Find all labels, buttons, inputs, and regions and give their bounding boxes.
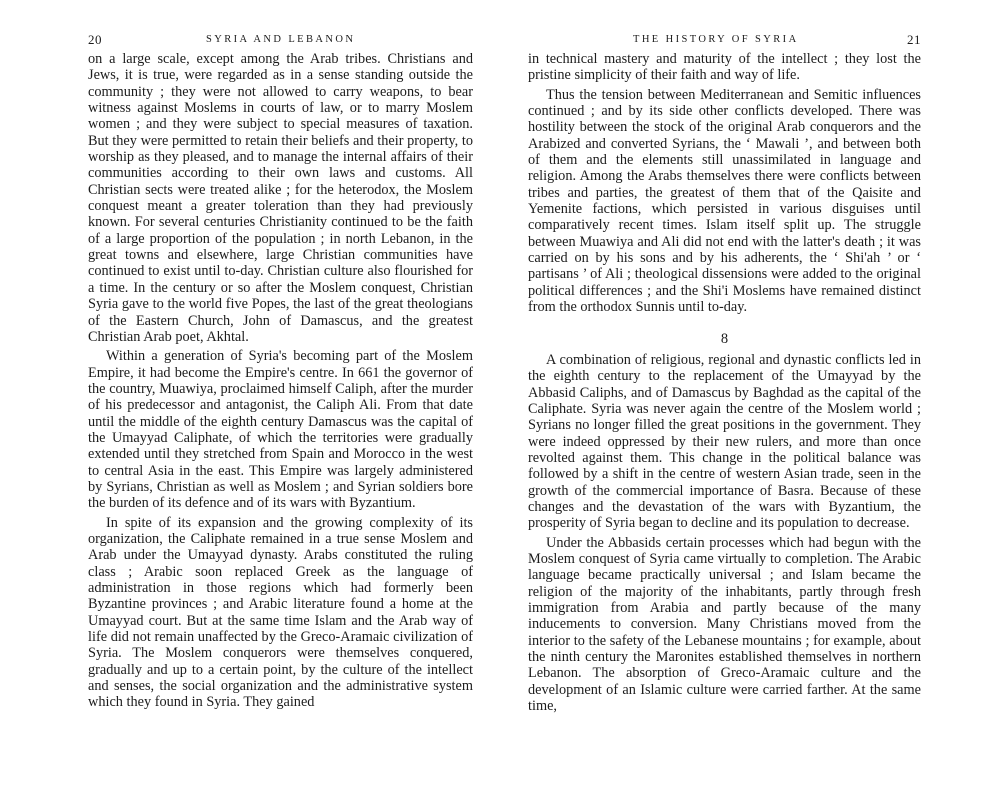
running-title-left: SYRIA AND LEBANON — [206, 34, 356, 45]
paragraph: in technical mastery and maturity of the intellect ; they lost the pristine simplicity of their faith and way of life. — [528, 51, 921, 84]
running-head-right — [528, 30, 921, 50]
right-page-text — [528, 51, 921, 717]
paragraph: Within a generation of Syria's becoming part of the Moslem Empire, it had become the Empire's centre. In 661 the governor of the country, Muawiya, proclaimed himself Caliph, after the murder of his predecessor and antagonist, the Caliph Ali. From that date until the middle of the eighth century Damascus was the capital of the Umayyad Caliphate, of which the territories were gradually extended until they stretched from Spain and Morocco in the west to central Asia in the east. This Empire was largely administered by Syrians, Christian as well as Moslem ; and Syrian soldiers bore the burden of its defence and of its wars with Byzantium. — [88, 348, 473, 512]
paragraph: Thus the tension between Mediterranean and Semitic influences continued ; and by its side other conflicts developed. There was hostility between the stock of the original Arab conquerors and the Arabized and converted Syrians, the ‘ Mawali ’, and between both of them and the elements still unassimilated in language and religion. Among the Arabs themselves there were conflicts between tribes and parties, the greatest of them that of the Qaisite and Yemenite factions, which persisted in various disguises until comparatively recent times. Islam itself split up. The struggle between Muawiya and Ali did not end with the latter's death ; it was carried on by his sons and by his adherents, the ‘ Shi'ah ’ or ‘ partisans ’ of Ali ; theological dissensions were added to the original political differences ; and the Shi'i Moslems have remained distinct from the orthodox Sunnis until to-day. — [528, 86, 921, 316]
paragraph: on a large scale, except among the Arab tribes. Christians and Jews, it is true, were regarded as in a sense standing outside the community ; they were not allowed to carry weapons, to bear witness against Moslems in courts of law, or to marry Moslem women ; and they were subject to special measures of taxation. But they were permitted to retain their beliefs and their property, to worship as they pleased, and to manage the internal affairs of their communities according to their own laws and customs. All Christian sects were treated alike ; for the heterodox, the Moslem conquest meant a greater toleration than they had previously known. For several centuries Christianity continued to be the faith of a large proportion of the population ; in north Lebanon, in the great towns and elsewhere, large Christian communities have continued to exist until to-day. Christian culture also flourished for a time. In the century or so after the Moslem conquest, Christian Syria gave to the world five Popes, the last of the great theologians of the Eastern Church, John of Damascus, and the greatest Christian Arab poet, Akhtal. — [88, 51, 473, 345]
left-page-text — [88, 51, 473, 714]
page-number-right: 21 — [907, 32, 921, 47]
section-number: 8 — [720, 330, 729, 347]
running-title-right: THE HISTORY OF SYRIA — [633, 34, 799, 45]
page-number-left: 20 — [88, 32, 102, 47]
paragraph: Under the Abbasids certain processes which had begun with the Moslem conquest of Syria came virtually to completion. The Arabic language became practically universal ; and Islam became the religion of the majority of the inhabitants, partly through fresh immigration from Arabia and partly because of the many inducements to conversion. Many Christians moved from the interior to the safety of the Lebanese mountains ; for example, about the ninth century the Maronites established themselves in northern Lebanon. The absorption of Greco-Aramaic culture and the development of an Islamic culture were carried farther. At the same time, — [528, 534, 921, 715]
paragraph: In spite of its expansion and the growing complexity of its organization, the Caliphate remained in a true sense Moslem and Arab under the Umayyad dynasty. Arabs constituted the ruling class ; Arabic soon replaced Greek as the language of administration in those regions which had formerly been Byzantine provinces ; and Arabic literature found a home at the Umayyad court. But at the same time Islam and the Arab way of life did not remain unaffected by the Greco-Aramaic civilization of Syria. The Moslem conquerors were themselves conquered, gradually and up to a certain point, by the culture of the intellect and senses, the social organization and the administrative system which they found in Syria. They gained — [88, 514, 473, 711]
right-page — [499, 0, 998, 795]
paragraph: A combination of religious, regional and dynastic conflicts led in the eighth century to the replacement of the Umayyad by the Abbasid Caliphs, and of Damascus by Baghdad as the capital of the Caliphate. Syria was never again the centre of the Moslem world ; Syrians no longer filled the great positions in the government. They were indeed oppressed by their new rulers, and more than once revolted against them. This change in the political balance was followed by a shift in the centre of western Asian trade, seen in the growth of the commercial importance of Basra. Because of these changes and the devastation of the wars with Byzantium, the prosperity of Syria began to decline and its population to decrease. — [528, 351, 921, 532]
running-head-left — [88, 30, 473, 50]
